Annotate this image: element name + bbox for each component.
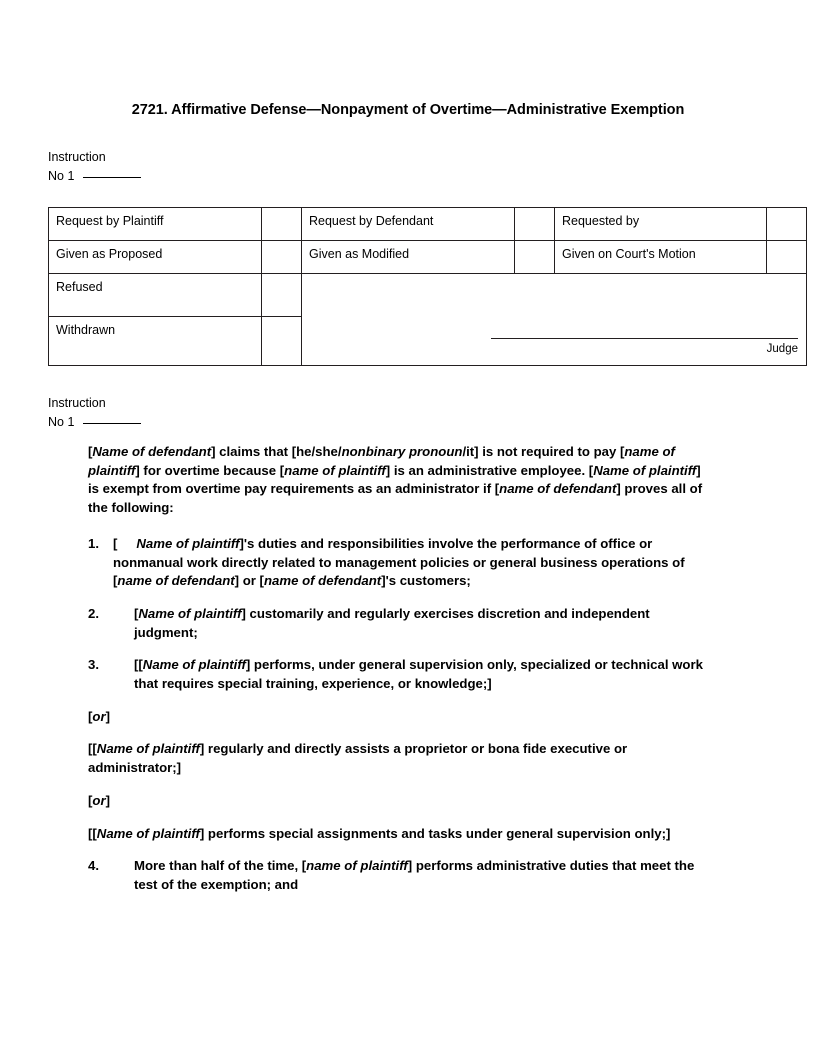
- placeholder-name-of-defendant: name of defendant: [263, 573, 382, 589]
- cell-request-by-plaintiff: Request by Plaintiff: [49, 208, 262, 241]
- item2-seg2: ] customarily and regularly exercises discretion and independent judgment;: [134, 605, 650, 640]
- list-item-1-number: 1.: [88, 535, 99, 551]
- instruction-header-top: [48, 149, 141, 184]
- list-item-4-number: 4.: [88, 858, 99, 874]
- cell-given-on-courts-motion: Given on Court's Motion: [555, 241, 767, 274]
- intro-seg3: /it] is not required to pay [: [462, 444, 625, 459]
- instruction-label-line1: Instruction: [48, 150, 106, 164]
- item4-seg2: ] performs administrative duties that meet the test of the exemption; and: [134, 858, 695, 892]
- checkbox-given-on-courts-motion[interactable]: [767, 241, 807, 274]
- intro-paragraph: [88, 443, 712, 518]
- intro-seg7: ] proves all of the following:: [88, 481, 703, 516]
- page-title: 2721. Affirmative Defense—Nonpayment of Overtime—Administrative Exemption: [131, 102, 685, 118]
- checkbox-withdrawn[interactable]: [262, 317, 302, 366]
- list-item-2-text: [134, 605, 712, 642]
- cell-given-as-modified: Given as Modified: [302, 241, 515, 274]
- checkbox-refused[interactable]: [262, 274, 302, 317]
- or2-open: [: [88, 792, 93, 808]
- list-item-1: [88, 535, 712, 591]
- item3-seg2: ] performs, under general supervision only, specialized or technical work that requires special training, experience, or knowledge;]: [134, 657, 703, 692]
- judge-signature-cell: [302, 274, 807, 366]
- checkbox-requested-by[interactable]: [767, 208, 807, 241]
- cell-withdrawn: Withdrawn: [49, 317, 262, 366]
- alt2-seg1: [[: [88, 825, 97, 841]
- alternative-separator-1: [88, 708, 712, 727]
- signature-area: [309, 280, 806, 359]
- alt1-seg1: [[: [88, 741, 97, 757]
- item1-seg4: ]'s customers;: [381, 573, 471, 589]
- placeholder-name-of-plaintiff: Name of plaintiff: [96, 741, 200, 757]
- alt1-seg2: ] regularly and directly assists a proprietor or bona fide executive or administrator;]: [88, 741, 628, 776]
- placeholder-name-of-plaintiff: Name of plaintiff: [136, 535, 240, 551]
- placeholder-name-of-plaintiff: Name of plaintiff: [593, 462, 697, 478]
- item1-seg3: ] or [: [234, 573, 264, 589]
- list-item-3-number: 3.: [88, 657, 99, 673]
- placeholder-name-of-plaintiff: Name of plaintiff: [96, 825, 200, 841]
- placeholder-name-of-plaintiff: name of plaintiff: [284, 462, 386, 478]
- checkbox-given-as-proposed[interactable]: [262, 241, 302, 274]
- placeholder-name-of-defendant: name of defendant: [117, 573, 235, 589]
- intro-seg2: ] claims that [he/she/: [211, 444, 342, 459]
- list-item-3: [88, 656, 712, 693]
- signature-caption: Judge: [766, 343, 798, 355]
- cell-requested-by: Requested by: [555, 208, 767, 241]
- intro-seg1: [: [88, 444, 93, 459]
- instruction-number-label: No 1: [48, 414, 75, 429]
- list-item-3-text: [134, 656, 712, 693]
- item1-seg2: ]'s duties and responsibilities involve the performance of office or nonmanual work directly related to management policies or general business operations of [: [113, 535, 685, 589]
- item1-seg1: [: [113, 535, 118, 551]
- or2-close: ]: [105, 792, 110, 808]
- item4-seg1: More than half of the time, [: [134, 858, 307, 874]
- instruction-header-bottom: [48, 395, 141, 430]
- or1-open: [: [88, 708, 93, 724]
- list-item-2-number: 2.: [88, 605, 99, 621]
- court-action-table: [48, 207, 807, 366]
- signature-line[interactable]: [491, 338, 798, 339]
- alternative-separator-2: [88, 792, 712, 811]
- alternative-text-1: [88, 740, 712, 777]
- cell-refused: Refused: [49, 274, 262, 317]
- table-row: [49, 241, 807, 274]
- cell-request-by-defendant: Request by Defendant: [302, 208, 515, 241]
- checkbox-request-by-defendant[interactable]: [515, 208, 555, 241]
- placeholder-name-of-defendant: name of defendant: [499, 481, 617, 497]
- or2-word: or: [92, 792, 106, 808]
- item2-seg1: [: [134, 605, 139, 621]
- list-item-4: [88, 857, 712, 894]
- list-item-4-text: [134, 857, 712, 894]
- intro-seg6: ] is exempt from overtime pay requirements as an administrator if [: [88, 462, 701, 497]
- table-row: [49, 274, 807, 317]
- or1-word: or: [92, 708, 106, 724]
- placeholder-name-of-plaintiff: Name of plaintiff: [138, 605, 242, 621]
- checkbox-request-by-plaintiff[interactable]: [262, 208, 302, 241]
- instruction-body: [88, 443, 712, 909]
- placeholder-nonbinary-pronoun: nonbinary pronoun: [341, 444, 463, 459]
- instruction-number-label: No 1: [48, 168, 75, 183]
- instruction-number-blank[interactable]: [83, 166, 141, 178]
- table-row: [49, 208, 807, 241]
- instruction-label-line1: Instruction: [48, 396, 106, 410]
- alt2-seg2: ] performs special assignments and tasks under general supervision only;]: [199, 825, 671, 841]
- alternative-text-2: [88, 825, 712, 844]
- instruction-number-line: [48, 166, 141, 185]
- list-item-2: [88, 605, 712, 642]
- instruction-number-blank[interactable]: [83, 412, 141, 424]
- cell-given-as-proposed: Given as Proposed: [49, 241, 262, 274]
- instruction-number-line: [48, 412, 141, 431]
- placeholder-name-of-plaintiff: name of plaintiff: [306, 858, 408, 874]
- list-item-1-text: [113, 535, 712, 591]
- or1-close: ]: [105, 708, 110, 724]
- placeholder-name-of-plaintiff: Name of plaintiff: [142, 657, 246, 673]
- intro-seg5: ] is an administrative employee. [: [385, 462, 594, 478]
- item3-seg1: [[: [134, 657, 143, 673]
- placeholder-name-of-plaintiff: name of plaintiff: [88, 444, 675, 478]
- intro-seg4: ] for overtime because [: [135, 462, 285, 478]
- placeholder-name-of-defendant: Name of defendant: [92, 444, 212, 459]
- checkbox-given-as-modified[interactable]: [515, 241, 555, 274]
